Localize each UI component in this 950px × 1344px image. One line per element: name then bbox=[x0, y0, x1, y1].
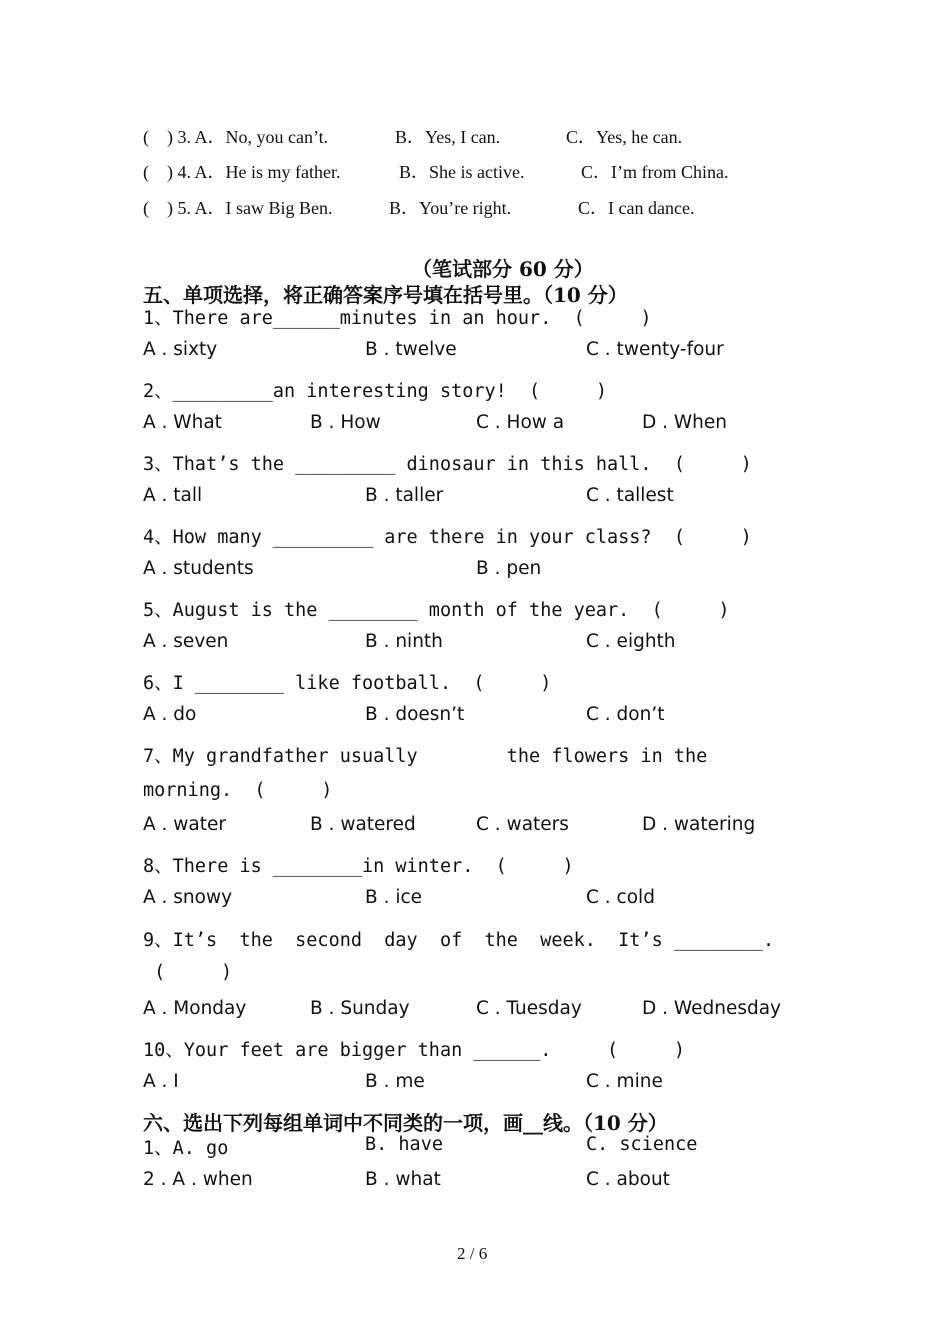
listening-q3-c: C．Yes, he can. bbox=[566, 127, 683, 147]
section5-heading: 五、单项选择，将正确答案序号填在括号里。（10 分） bbox=[143, 283, 628, 307]
q6-option-b: B . doesn’t bbox=[365, 704, 465, 725]
listening-q4-b: B．She is active. bbox=[399, 162, 525, 182]
q2-option-b: B . How bbox=[310, 412, 381, 433]
q10-text: 10、Your feet are bigger than ______. ( ) bbox=[143, 1040, 685, 1061]
page-number: 2 / 6 bbox=[457, 1244, 488, 1263]
q3-option-a: A . tall bbox=[143, 485, 203, 506]
q10-option-a: A . I bbox=[143, 1071, 179, 1092]
q7-text-line2: morning. ( ) bbox=[143, 780, 333, 801]
q5-option-c: C . eighth bbox=[586, 631, 676, 652]
listening-q4-c: C．I’m from China. bbox=[581, 162, 729, 182]
q5-option-b: B . ninth bbox=[365, 631, 443, 652]
q9-option-c: C . Tuesday bbox=[476, 998, 582, 1019]
listening-q4-a: ( ) 4. A．He is my father. bbox=[143, 162, 341, 182]
q1-text: 1、There are______minutes in an hour. ( ) bbox=[143, 308, 652, 329]
q10-option-b: B . me bbox=[365, 1071, 425, 1092]
q2-text: 2、_________an interesting story! ( ) bbox=[143, 381, 608, 402]
q8-option-a: A . snowy bbox=[143, 887, 233, 908]
listening-q5-a: ( ) 5. A．I saw Big Ben. bbox=[143, 198, 333, 218]
q10-option-c: C . mine bbox=[586, 1071, 663, 1092]
q9-text-line1: 9、It’s the second day of the week. It’s ________. bbox=[143, 930, 775, 951]
q2-option-a: A . What bbox=[143, 412, 222, 433]
s6-q2-option-b: B . what bbox=[365, 1169, 441, 1190]
q7-option-a: A . water bbox=[143, 814, 227, 835]
s6-q1-option-b: B. have bbox=[365, 1134, 443, 1155]
written-part-title: （笔试部分 60 分） bbox=[412, 257, 594, 281]
listening-q5-b: B．You’re right. bbox=[389, 198, 512, 218]
q7-option-b: B . watered bbox=[310, 814, 416, 835]
q1-option-b: B . twelve bbox=[365, 339, 457, 360]
q3-text: 3、That’s the _________ dinosaur in this hall. ( ) bbox=[143, 454, 752, 475]
q2-option-c: C . How a bbox=[476, 412, 565, 433]
q1-option-a: A . sixty bbox=[143, 339, 218, 360]
q6-option-c: C . don’t bbox=[586, 704, 665, 725]
q8-option-b: B . ice bbox=[365, 887, 423, 908]
q4-option-b: B . pen bbox=[476, 558, 542, 579]
q2-option-d: D . When bbox=[642, 412, 728, 433]
q7-option-d: D . watering bbox=[642, 814, 756, 835]
s6-q2-option-a: 2 . A . when bbox=[143, 1169, 253, 1190]
q3-option-b: B . taller bbox=[365, 485, 444, 506]
q8-text: 8、There is ________in winter. ( ) bbox=[143, 856, 574, 877]
q5-text: 5、August is the ________ month of the year. ( ) bbox=[143, 600, 730, 621]
listening-q3-a: ( ) 3. A．No, you can’t. bbox=[143, 127, 329, 147]
q9-text-line2: ( ) bbox=[143, 962, 233, 983]
q1-option-c: C . twenty-four bbox=[586, 339, 724, 360]
q5-option-a: A . seven bbox=[143, 631, 229, 652]
q9-option-a: A . Monday bbox=[143, 998, 247, 1019]
s6-q1-option-a: 1、A. go bbox=[143, 1138, 229, 1159]
q4-option-a: A . students bbox=[143, 558, 254, 579]
listening-q5-c: C．I can dance. bbox=[578, 198, 695, 218]
s6-q1-option-c: C. science bbox=[586, 1134, 698, 1155]
q3-option-c: C . tallest bbox=[586, 485, 674, 506]
q6-option-a: A . do bbox=[143, 704, 197, 725]
s6-q2-option-c: C . about bbox=[586, 1169, 670, 1190]
listening-q3-b: B．Yes, I can. bbox=[395, 127, 501, 147]
q4-text: 4、How many _________ are there in your class? ( ) bbox=[143, 527, 752, 548]
q7-option-c: C . waters bbox=[476, 814, 569, 835]
q7-text-line1: 7、My grandfather usually the flowers in the bbox=[143, 746, 708, 767]
q9-option-d: D . Wednesday bbox=[642, 998, 781, 1019]
q9-option-b: B . Sunday bbox=[310, 998, 410, 1019]
q8-option-c: C . cold bbox=[586, 887, 655, 908]
section6-heading: 六、选出下列每组单词中不同类的一项，画__线。（10 分） bbox=[143, 1111, 668, 1135]
q6-text: 6、I ________ like football. ( ) bbox=[143, 673, 552, 694]
